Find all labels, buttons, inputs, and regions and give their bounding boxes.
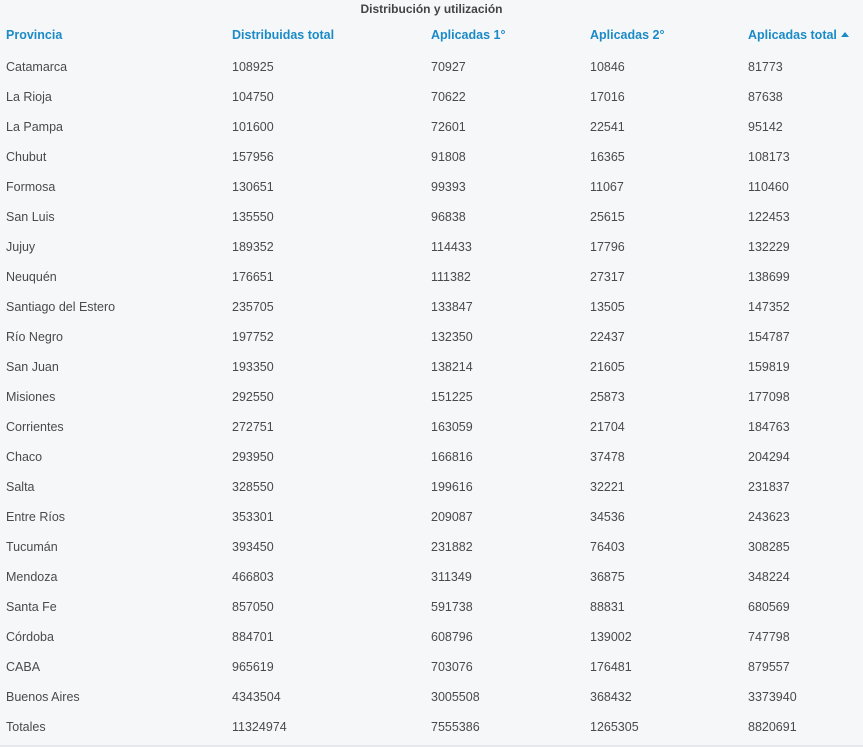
cell-aplicadas-total: 110460 (748, 180, 789, 194)
cell-aplicadas-2: 139002 (590, 630, 632, 644)
cell-distribuidas-total: 4343504 (232, 690, 281, 704)
cell-provincia: Santiago del Estero (6, 300, 116, 314)
cell-distribuidas-total: 176651 (232, 270, 274, 284)
cell-aplicadas-total: 147352 (748, 300, 790, 314)
cell-aplicadas-total: 87638 (748, 90, 783, 104)
table-row (0, 472, 863, 502)
column-header-provincia[interactable] (0, 18, 226, 52)
cell-aplicadas-2: 88831 (590, 600, 625, 614)
cell-provincia: Buenos Aires (6, 690, 80, 704)
cell-provincia: La Rioja (6, 90, 52, 104)
cell-distribuidas-total: 293950 (232, 450, 274, 464)
cell-provincia: San Juan (6, 360, 59, 374)
cell-aplicadas-1: 114433 (431, 240, 472, 254)
table-row (0, 172, 863, 202)
total-aplicadas-total: 8820691 (748, 720, 797, 734)
column-header-label: Provincia (6, 28, 63, 42)
cell-aplicadas-total: 680569 (748, 600, 790, 614)
cell-aplicadas-total: 159819 (748, 360, 790, 374)
cell-provincia: Catamarca (6, 60, 68, 74)
cell-distribuidas-total: 353301 (232, 510, 274, 524)
cell-provincia: Chaco (6, 450, 43, 464)
cell-distribuidas-total: 965619 (232, 660, 274, 674)
table-row (0, 82, 863, 112)
cell-aplicadas-2: 25873 (590, 390, 625, 404)
cell-aplicadas-total: 747798 (748, 630, 790, 644)
cell-provincia: CABA (6, 660, 41, 674)
cell-provincia: Jujuy (6, 240, 36, 254)
table-row (0, 202, 863, 232)
cell-aplicadas-total: 184763 (748, 420, 790, 434)
cell-aplicadas-1: 311349 (431, 570, 472, 584)
cell-aplicadas-2: 16365 (590, 150, 625, 164)
table-row (0, 262, 863, 292)
column-header-aplicadas-total[interactable] (742, 18, 863, 52)
cell-distribuidas-total: 272751 (232, 420, 274, 434)
cell-aplicadas-1: 72601 (431, 120, 466, 134)
cell-aplicadas-total: 177098 (748, 390, 790, 404)
table-row (0, 142, 863, 172)
cell-aplicadas-2: 22437 (590, 330, 625, 344)
cell-distribuidas-total: 101600 (232, 120, 274, 134)
total-distribuidas-total: 11324974 (232, 720, 287, 734)
cell-aplicadas-1: 703076 (431, 660, 473, 674)
cell-provincia: Misiones (6, 390, 56, 404)
cell-provincia: San Luis (6, 210, 55, 224)
table-row (0, 562, 863, 592)
cell-aplicadas-total: 154787 (748, 330, 790, 344)
cell-provincia: La Pampa (6, 120, 63, 134)
cell-provincia: Mendoza (6, 570, 58, 584)
total-aplicadas-2: 1265305 (590, 720, 639, 734)
column-header-aplicadas-1[interactable] (425, 18, 584, 52)
total-provincia: Totales (6, 720, 46, 734)
cell-provincia: Formosa (6, 180, 56, 194)
cell-aplicadas-2: 25615 (590, 210, 625, 224)
table-row (0, 502, 863, 532)
cell-aplicadas-total: 95142 (748, 120, 783, 134)
cell-provincia: Corrientes (6, 420, 64, 434)
cell-aplicadas-1: 91808 (431, 150, 466, 164)
cell-provincia: Tucumán (6, 540, 58, 554)
cell-aplicadas-2: 11067 (590, 180, 624, 194)
cell-aplicadas-2: 368432 (590, 690, 632, 704)
cell-aplicadas-2: 21704 (590, 420, 625, 434)
cell-aplicadas-1: 99393 (431, 180, 466, 194)
cell-distribuidas-total: 328550 (232, 480, 274, 494)
column-header-label: Aplicadas 2° (590, 28, 665, 42)
cell-aplicadas-total: 308285 (748, 540, 790, 554)
cell-aplicadas-1: 70622 (431, 90, 466, 104)
sort-ascending-icon (841, 32, 849, 37)
cell-aplicadas-total: 348224 (748, 570, 790, 584)
cell-distribuidas-total: 193350 (232, 360, 274, 374)
column-header-aplicadas-2[interactable] (584, 18, 742, 52)
table-row (0, 292, 863, 322)
cell-provincia: Río Negro (6, 330, 63, 344)
column-header-distribuidas-total[interactable] (226, 18, 425, 52)
table-row (0, 232, 863, 262)
cell-aplicadas-1: 132350 (431, 330, 473, 344)
cell-aplicadas-2: 76403 (590, 540, 625, 554)
table-row (0, 322, 863, 352)
cell-provincia: Chubut (6, 150, 47, 164)
table-row (0, 52, 863, 82)
cell-aplicadas-2: 10846 (590, 60, 625, 74)
cell-provincia: Santa Fe (6, 600, 57, 614)
cell-aplicadas-1: 96838 (431, 210, 466, 224)
cell-aplicadas-2: 13505 (590, 300, 625, 314)
cell-aplicadas-1: 151225 (431, 390, 473, 404)
totals-row (0, 712, 863, 742)
cell-aplicadas-1: 3005508 (431, 690, 480, 704)
cell-aplicadas-2: 36875 (590, 570, 625, 584)
cell-aplicadas-total: 204294 (748, 450, 790, 464)
cell-distribuidas-total: 393450 (232, 540, 274, 554)
cell-aplicadas-total: 122453 (748, 210, 790, 224)
cell-distribuidas-total: 130651 (232, 180, 274, 194)
cell-aplicadas-total: 81773 (748, 60, 783, 74)
cell-aplicadas-2: 17796 (590, 240, 625, 254)
cell-aplicadas-1: 163059 (431, 420, 473, 434)
distribution-table (0, 18, 863, 742)
cell-distribuidas-total: 292550 (232, 390, 274, 404)
cell-distribuidas-total: 135550 (232, 210, 274, 224)
cell-aplicadas-2: 27317 (590, 270, 625, 284)
cell-aplicadas-1: 199616 (431, 480, 473, 494)
cell-provincia: Córdoba (6, 630, 54, 644)
cell-aplicadas-total: 138699 (748, 270, 790, 284)
cell-distribuidas-total: 157956 (232, 150, 274, 164)
cell-distribuidas-total: 197752 (232, 330, 274, 344)
cell-aplicadas-2: 34536 (590, 510, 625, 524)
cell-distribuidas-total: 857050 (232, 600, 274, 614)
cell-aplicadas-total: 879557 (748, 660, 790, 674)
cell-distribuidas-total: 189352 (232, 240, 274, 254)
cell-aplicadas-1: 231882 (431, 540, 473, 554)
table-row (0, 352, 863, 382)
table-row (0, 112, 863, 142)
cell-distribuidas-total: 108925 (232, 60, 274, 74)
cell-distribuidas-total: 466803 (232, 570, 274, 584)
table-row (0, 442, 863, 472)
cell-aplicadas-2: 37478 (590, 450, 625, 464)
table-body (0, 52, 863, 742)
cell-aplicadas-1: 133847 (431, 300, 473, 314)
cell-aplicadas-1: 166816 (431, 450, 473, 464)
cell-aplicadas-2: 32221 (590, 480, 625, 494)
cell-aplicadas-1: 591738 (431, 600, 473, 614)
table-row (0, 682, 863, 712)
column-header-label: Aplicadas 1° (431, 28, 506, 42)
table-row (0, 382, 863, 412)
cell-provincia: Entre Ríos (6, 510, 66, 524)
cell-aplicadas-2: 17016 (590, 90, 625, 104)
cell-aplicadas-2: 22541 (590, 120, 625, 134)
cell-aplicadas-total: 231837 (748, 480, 790, 494)
cell-provincia: Neuquén (6, 270, 57, 284)
cell-aplicadas-1: 111382 (431, 270, 471, 284)
total-aplicadas-1: 7555386 (431, 720, 480, 734)
table-row (0, 622, 863, 652)
cell-distribuidas-total: 104750 (232, 90, 274, 104)
cell-distribuidas-total: 235705 (232, 300, 274, 314)
cell-aplicadas-total: 108173 (748, 150, 790, 164)
cell-aplicadas-1: 138214 (431, 360, 473, 374)
table-row (0, 532, 863, 562)
cell-aplicadas-1: 209087 (431, 510, 473, 524)
table-row (0, 412, 863, 442)
column-header-label: Aplicadas total (748, 28, 837, 42)
header-row (0, 18, 863, 52)
cell-aplicadas-1: 70927 (431, 60, 466, 74)
cell-aplicadas-1: 608796 (431, 630, 473, 644)
cell-aplicadas-2: 21605 (590, 360, 625, 374)
cell-aplicadas-2: 176481 (590, 660, 632, 674)
cell-aplicadas-total: 243623 (748, 510, 790, 524)
cell-aplicadas-total: 132229 (748, 240, 790, 254)
table-row (0, 652, 863, 682)
column-header-label: Distribuidas total (232, 28, 335, 42)
cell-distribuidas-total: 884701 (232, 630, 274, 644)
cell-provincia: Salta (6, 480, 35, 494)
cell-aplicadas-total: 3373940 (748, 690, 797, 704)
table-row (0, 592, 863, 622)
table-title: Distribución y utilización (360, 2, 503, 16)
